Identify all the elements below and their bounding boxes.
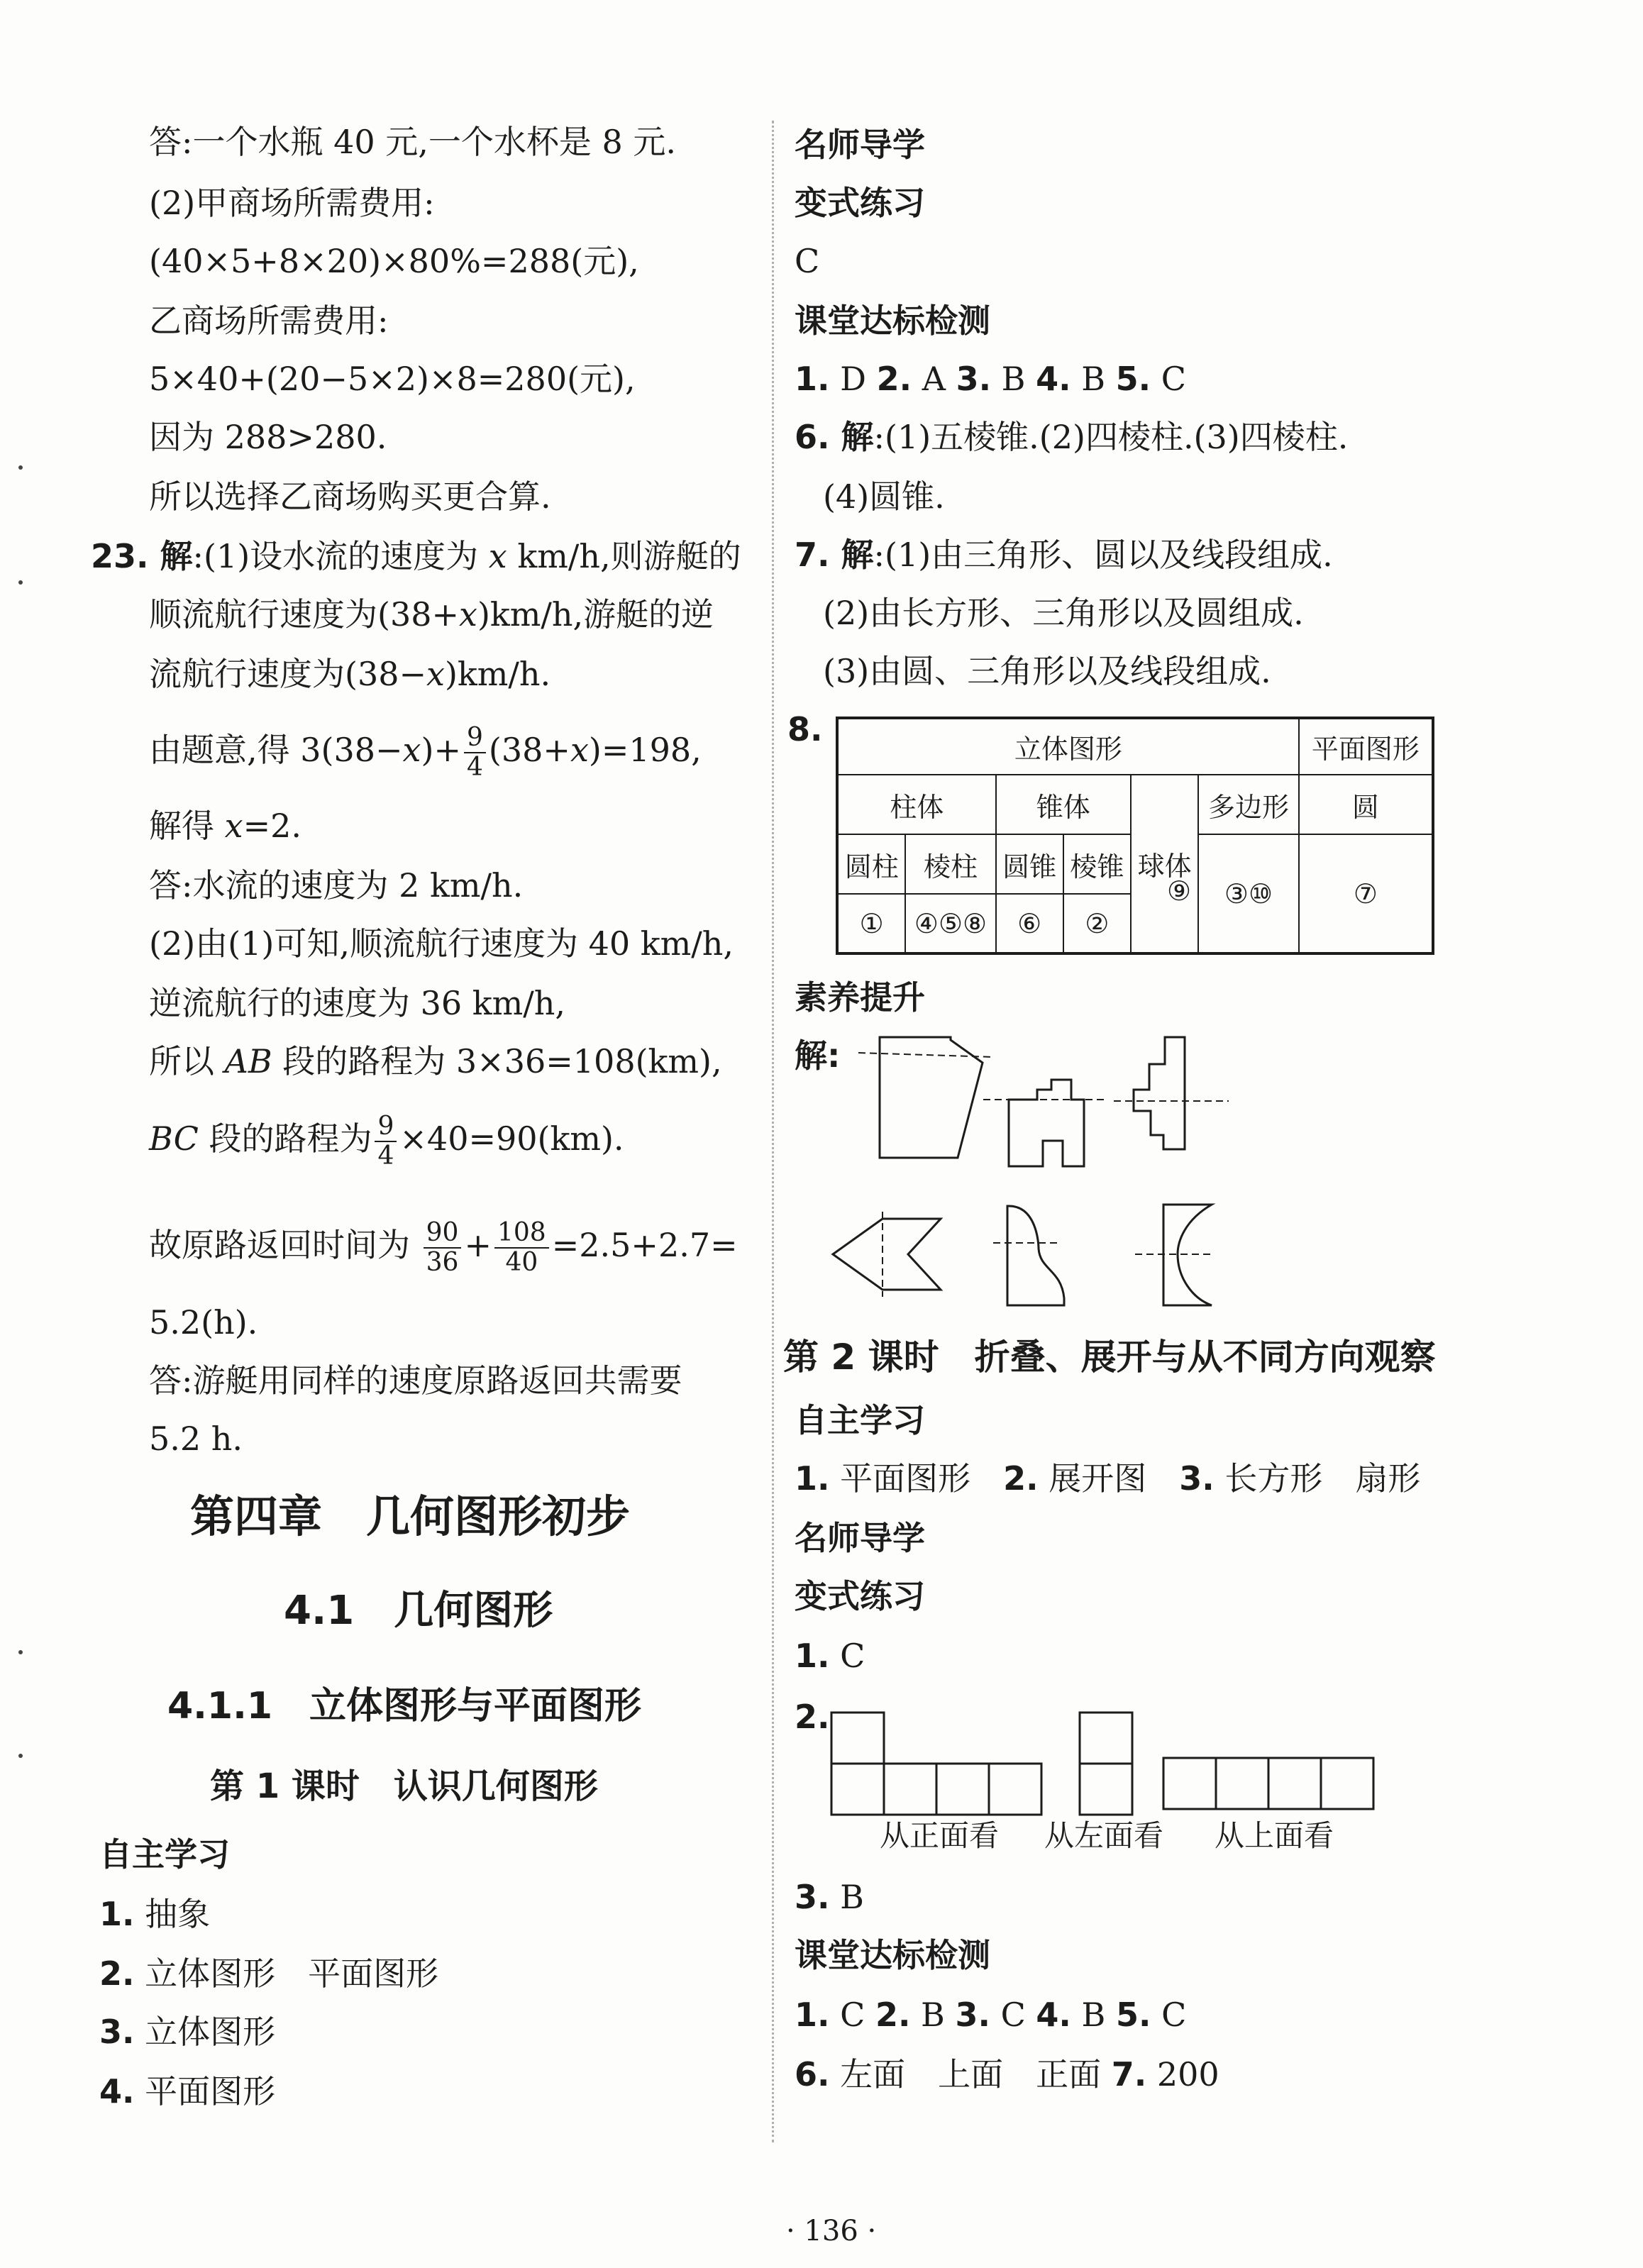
chapter-title: 第四章 几何图形初步: [190, 1490, 631, 1542]
three-views-figure: [823, 1703, 1390, 1830]
list-item: 3. 立体图形: [99, 2013, 276, 2051]
curved-shape: [1007, 1206, 1064, 1305]
table-header-plane: 平面图形: [1299, 718, 1433, 775]
table-cell-value: ⑨: [1167, 875, 1192, 907]
list-item: 2. 立体图形 平面图形: [99, 1954, 439, 1993]
scan-mark: [18, 465, 23, 470]
list-item: 1. 抽象: [99, 1895, 211, 1933]
classification-table: [836, 717, 1434, 955]
step-shape: [1134, 1037, 1185, 1149]
lesson-title: 第 1 课时 认识几何图形: [210, 1766, 598, 1806]
question-23: 23. 解:(1)设水流的速度为 x km/h,则游艇的: [91, 537, 741, 575]
lesson-2-title: 第 2 课时 折叠、展开与从不同方向观察: [783, 1337, 1436, 1378]
section-title: 4.1 几何图形: [284, 1588, 553, 1634]
subsection-title: 4.1.1 立体图形与平面图形: [167, 1685, 642, 1727]
view-cell: [1080, 1713, 1132, 1764]
castle-shape: [1009, 1080, 1084, 1166]
table-cell: 圆: [1299, 775, 1433, 834]
answers-row: 1. 平面图形 2. 展开图 3. 长方形 扇形: [795, 1459, 1421, 1498]
mc-answers: 1. D 2. A 3. B 4. B 5. C: [795, 360, 1186, 398]
view-label-left: 从左面看: [1044, 1818, 1164, 1853]
equation-line: BC 段的路程为 $\frac{9}{4}$ ×40=90(km).: [149, 1112, 624, 1171]
answer-line: 答:游艇用同样的速度原路返回共需要: [149, 1361, 682, 1400]
equation-line: (40×5+8×20)×80%=288(元),: [149, 242, 639, 280]
page-number: · 136 ·: [786, 2215, 877, 2247]
table-cell: ③⑩: [1198, 834, 1299, 953]
equation-line: 5×40+(20−5×2)×8=280(元),: [149, 360, 636, 398]
text-line: (2)甲商场所需费用:: [149, 184, 435, 222]
heading-bianshi: 变式练习: [795, 184, 925, 222]
fraction-90-36: $\frac{90}{36}$: [424, 1219, 462, 1277]
answer-c: C: [795, 242, 820, 280]
text-line: 因为 288>280.: [149, 418, 387, 456]
text-line: 逆流航行的速度为 36 km/h,: [149, 984, 566, 1022]
view-cell: [831, 1764, 884, 1815]
fraction-108-40: $\frac{108}{40}$: [494, 1219, 549, 1277]
view-cell: [936, 1764, 989, 1815]
scan-mark: [18, 580, 23, 585]
list-item: 1. C: [795, 1637, 865, 1675]
heading-bianshi-2: 变式练习: [795, 1577, 925, 1615]
text-line: 所以 AB 段的路程为 3×36=108(km),: [149, 1042, 722, 1080]
question-6: 6. 解:(1)五棱锥.(2)四棱柱.(3)四棱柱.: [795, 418, 1349, 456]
view-cell: [884, 1764, 936, 1815]
list-item: 3. B: [795, 1878, 864, 1916]
table-header-solid: 立体图形: [837, 718, 1299, 775]
fraction-9-4: $\frac{9}{4}$: [464, 724, 486, 782]
heading-zizhu-2: 自主学习: [795, 1401, 925, 1439]
heading-mingshi: 名师导学: [795, 126, 925, 164]
view-cell: [1321, 1758, 1373, 1809]
solution-label: 解:: [795, 1036, 841, 1075]
text-line: 顺流航行速度为(38+x)km/h,游艇的逆: [149, 595, 714, 634]
view-cell: [831, 1713, 884, 1764]
column-divider: [772, 121, 774, 2142]
answers-row: 6. 左面 上面 正面 7. 200: [795, 2055, 1219, 2093]
equation-line: 故原路返回时间为 $\frac{90}{36}$ + $\frac{108}{40}$ =2.5+2.7=: [149, 1218, 738, 1277]
table-cell: 锥体: [996, 775, 1131, 834]
text-line: 解得 x=2.: [149, 807, 302, 845]
table-cell: 圆锥: [996, 834, 1063, 894]
heading-suyang: 素养提升: [795, 978, 925, 1017]
table-cell: 棱柱: [905, 834, 995, 894]
table-cell: ⑥: [996, 894, 1063, 953]
view-cell: [1268, 1758, 1321, 1809]
text-line: (2)由(1)可知,顺流航行速度为 40 km/h,: [149, 924, 734, 963]
text-line: 5.2(h).: [149, 1303, 258, 1342]
answer-line: 答:水流的速度为 2 km/h.: [149, 866, 524, 905]
table-cell: 多边形: [1198, 775, 1299, 834]
text-line: 流航行速度为(38−x)km/h.: [149, 655, 551, 693]
view-label-front: 从正面看: [880, 1818, 1000, 1853]
heading-ketang: 课堂达标检测: [795, 302, 990, 340]
text-line: 5.2 h.: [149, 1420, 243, 1458]
table-cell: 球体: [1131, 775, 1198, 953]
text-line: 乙商场所需费用:: [149, 302, 389, 340]
heading-ketang-2: 课堂达标检测: [795, 1936, 990, 1974]
list-item-number: 2.: [795, 1698, 830, 1736]
suyang-figures-row2: [823, 1192, 1249, 1334]
table-cell: ④⑤⑧: [905, 894, 995, 953]
text-line: 所以选择乙商场购买更合算.: [149, 477, 551, 516]
table-cell: 柱体: [837, 775, 996, 834]
view-label-top: 从上面看: [1215, 1818, 1334, 1853]
scan-mark: [18, 1754, 23, 1758]
mc-answers: 1. C 2. B 3. C 4. B 5. C: [795, 1996, 1187, 2034]
list-item: 4. 平面图形: [99, 2072, 276, 2111]
table-cell: 圆柱: [837, 834, 905, 894]
question-7: 7. 解:(1)由三角形、圆以及线段组成.: [795, 536, 1333, 574]
view-cell: [1216, 1758, 1268, 1809]
heading-mingshi-2: 名师导学: [795, 1519, 925, 1557]
table-cell: 棱锥: [1063, 834, 1131, 894]
answer-line: 答:一个水瓶 40 元,一个水杯是 8 元.: [149, 123, 677, 161]
question-8-number: 8.: [787, 710, 823, 748]
scan-mark: [18, 1650, 23, 1654]
table-cell: ①: [837, 894, 905, 953]
arrow-shape: [833, 1219, 941, 1290]
fraction-9-4: $\frac{9}{4}$: [375, 1112, 397, 1171]
table-cell: ⑦: [1299, 834, 1433, 953]
view-cell: [989, 1764, 1041, 1815]
view-cell: [1163, 1758, 1216, 1809]
text-line: (2)由长方形、三角形以及圆组成.: [823, 594, 1304, 632]
table-cell: ②: [1063, 894, 1131, 953]
equation-line: 由题意,得 3(38−x)+ $\frac{9}{4}$ (38+x)=198,: [149, 723, 702, 782]
heading-zizhu: 自主学习: [99, 1835, 230, 1874]
text-line: (4)圆锥.: [823, 477, 945, 516]
view-cell: [1080, 1764, 1132, 1815]
text-line: (3)由圆、三角形以及线段组成.: [823, 652, 1271, 690]
